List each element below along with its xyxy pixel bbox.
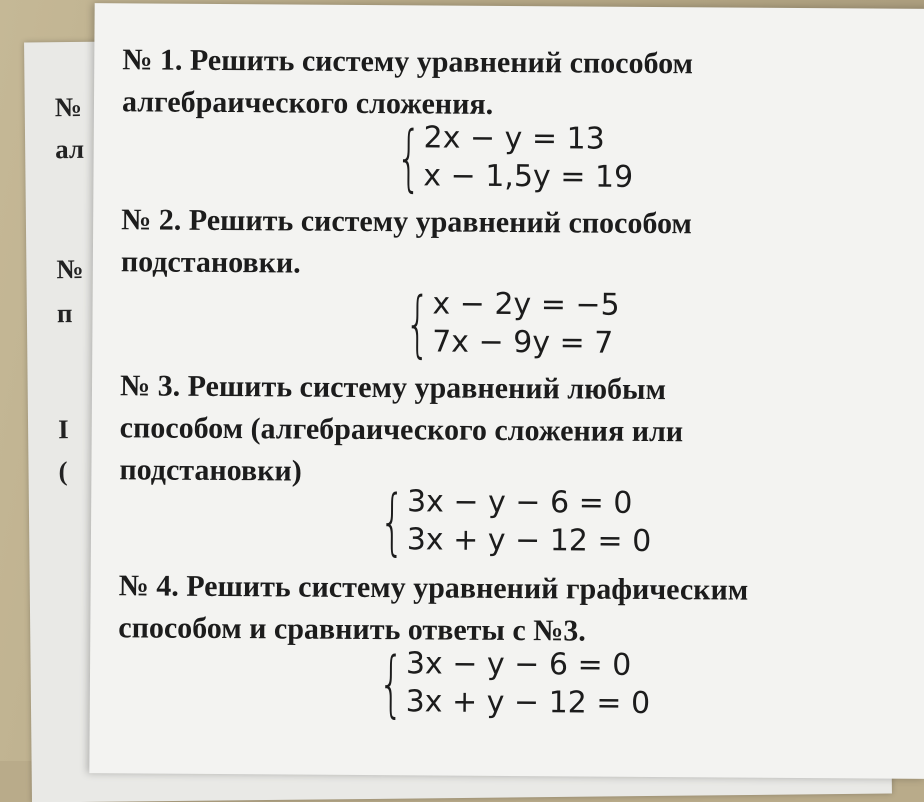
task-text: способом и сравнить ответы с №3. (118, 611, 586, 648)
task-text: алгебраического сложения. (121, 85, 494, 121)
brace-icon: { (404, 281, 431, 366)
equation: 3x + y − 12 = 0 (406, 522, 652, 559)
task-text: способом (алгебраического сложения или (119, 411, 684, 449)
task-heading: № 1. Решить систему уравнений способом (122, 43, 694, 81)
task-heading: № 2. Решить систему уравнений способом (121, 203, 693, 241)
task-heading: № 3. Решить систему уравнений любым (119, 369, 667, 407)
task-heading: № 4. Решить систему уравнений графическим (118, 569, 749, 607)
back-sheet-fragment: I (57, 414, 69, 445)
back-sheet-fragment: № (54, 91, 83, 123)
back-sheet-fragment: № (56, 253, 84, 285)
task-text: подстановки. (120, 245, 301, 280)
brace-icon: { (395, 115, 422, 200)
equation: 2x − y = 13 (423, 120, 605, 157)
back-sheet-fragment: ал (55, 133, 85, 165)
brace-icon: { (379, 479, 406, 564)
equation-system (375, 115, 634, 200)
equation: 3x + y − 12 = 0 (405, 684, 651, 721)
equation: 3x − y − 6 = 0 (406, 484, 633, 521)
equation: 3x − y − 6 = 0 (405, 646, 632, 683)
equation-system (384, 281, 620, 366)
equation: 7x − 9y = 7 (432, 324, 614, 361)
equation: x − 2y = −5 (432, 286, 620, 323)
back-sheet-fragment: п (56, 298, 73, 329)
worksheet-page (89, 3, 924, 779)
equation-system (359, 479, 652, 564)
equation: x − 1,5y = 19 (423, 158, 634, 195)
brace-icon: { (378, 641, 405, 726)
task-text: подстановки) (119, 453, 302, 488)
back-sheet-fragment: ( (58, 456, 68, 487)
equation-system (358, 641, 651, 726)
